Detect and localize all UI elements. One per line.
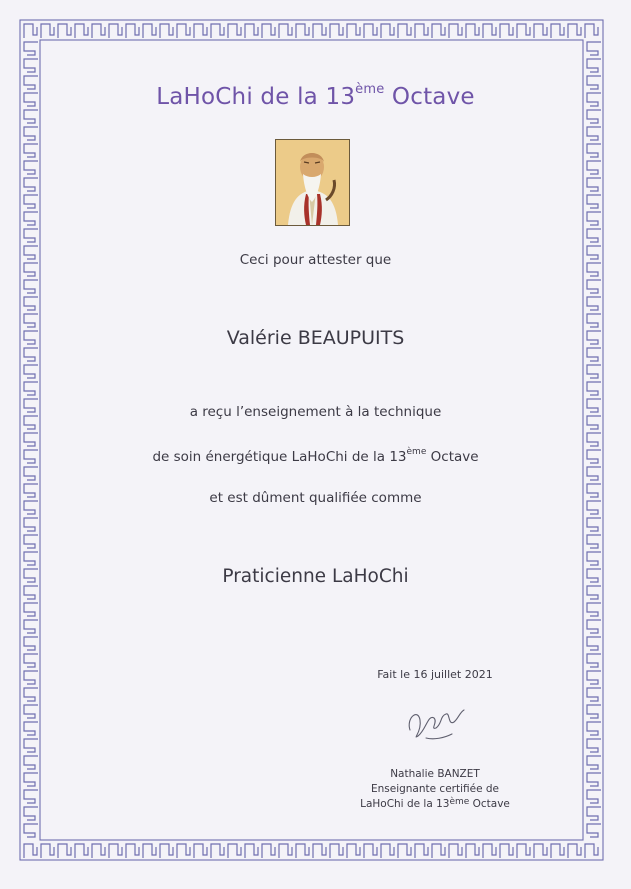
recipient-name: Valérie BEAUPUITS (226, 327, 405, 349)
signatory-block (340, 767, 530, 812)
body-line-2: de soin énergétique LaHoChi de la 13ème Octave (152, 447, 479, 465)
body-line-3: et est dûment qualifiée comme (209, 490, 422, 506)
certificate-title: LaHoChi de la 13ème Octave (156, 82, 475, 110)
signatory-line: LaHoChi de la 13ème Octave (360, 797, 510, 810)
issue-date: Fait le 16 juillet 2021 (377, 668, 493, 681)
attestation-text: Ceci pour attester que (239, 252, 392, 268)
sage-portrait-icon (275, 139, 350, 226)
qualification-title: Praticienne LaHoChi (222, 566, 409, 587)
signature-scribble-icon (400, 700, 470, 745)
signatory-name: Nathalie BANZET (390, 768, 480, 780)
body-line-1: a reçu l’enseignement à la technique (189, 404, 442, 420)
signatory-role: Enseignante certifiée de (370, 783, 500, 795)
